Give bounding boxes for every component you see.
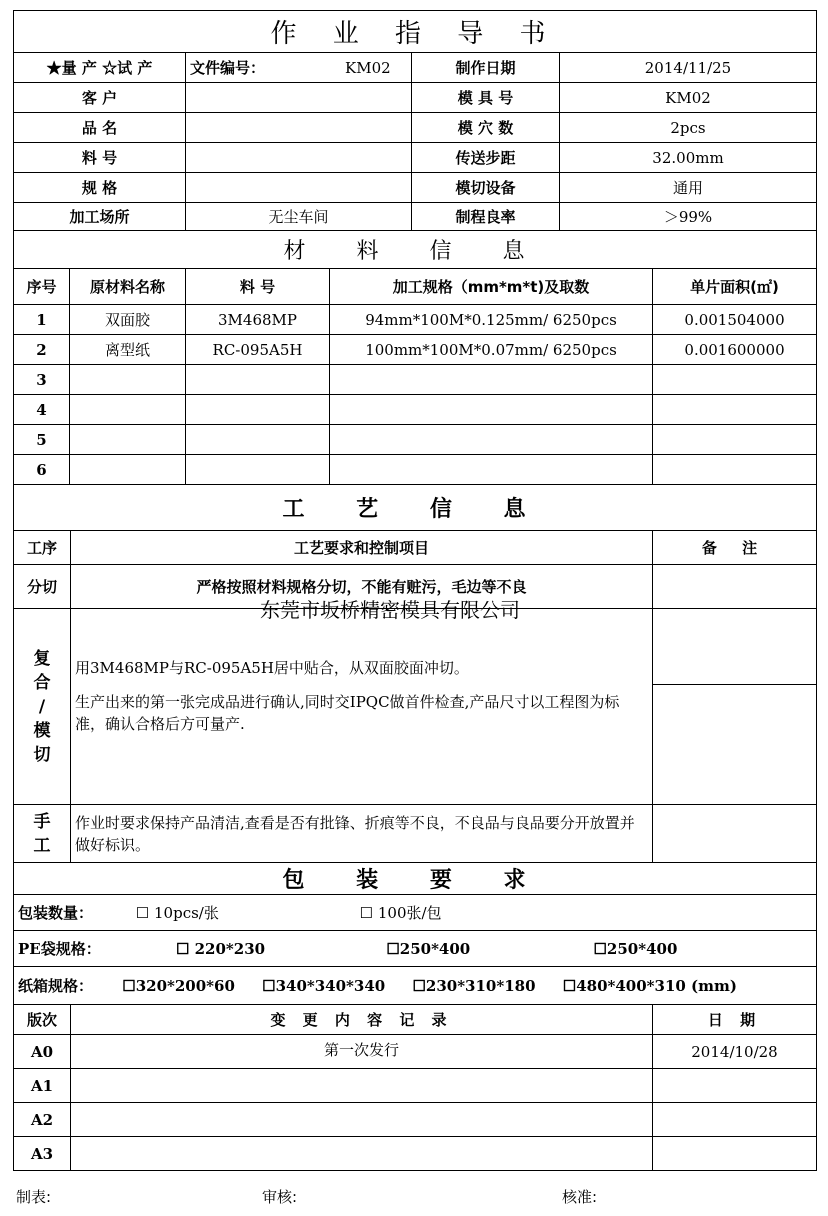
change-record-table [13,1004,817,1171]
manual-label-char: 工 [33,835,51,856]
die-note-2 [653,685,817,805]
material-row [14,365,817,395]
material-name: 双面胶 [70,305,186,335]
manual-requirement: 作业时要求保持产品清洁,查看是否有批锋、折痕等不良，不良品与良品要分开放置并做好标识。 [71,805,653,863]
work-instruction-sheet [13,10,816,1171]
yield-label: 制程良率 [412,203,560,231]
material-area [653,395,817,425]
mold-no-value: KM02 [560,83,817,113]
packing-qty-row [14,895,817,931]
packing-qty-option-1: ☐ 10pcs/张 [135,904,219,922]
pe-bag-option-2: ☐250*400 [386,940,471,958]
pe-bag-row [14,931,817,967]
pitch-label: 传送步距 [412,143,560,173]
footer-approved-by: 核准: [562,1188,598,1206]
process-section-title: 工 艺 信 息 [14,485,817,531]
change-row [14,1035,817,1069]
material-row [14,455,817,485]
customer-label: 客 户 [14,83,186,113]
die-req-line-1: 用3M468MP与RC-095A5H居中贴合，从双面胶面冲切。 [75,659,469,677]
col-change-date: 日 期 [653,1005,817,1035]
die-label-char: 模 [33,720,51,741]
die-label-char: 复 [33,648,51,669]
change-date [653,1069,817,1103]
materials-section-title: 材 料 信 息 [14,231,817,269]
material-part-no [186,455,330,485]
change-version: A0 [14,1035,71,1069]
pe-bag-option-3: ☐250*400 [593,940,678,958]
material-area [653,365,817,395]
change-content [71,1137,653,1171]
col-version: 版次 [14,1005,71,1035]
part-no-value [186,143,412,173]
change-date [653,1137,817,1171]
material-spec [330,365,653,395]
change-rows [14,1035,817,1171]
material-area [653,425,817,455]
equipment-label: 模切设备 [412,173,560,203]
material-part-no [186,425,330,455]
file-no-label: 文件编号： [190,59,266,77]
carton-option-3: ☐230*310*180 [412,977,536,995]
carton-option-1: ☐320*200*60 [122,977,235,995]
die-cut-requirement [71,609,653,805]
material-row [14,425,817,455]
material-part-no: 3M468MP [186,305,330,335]
customer-value [186,83,412,113]
manual-label-char: 手 [33,811,51,832]
material-no: 2 [14,335,70,365]
material-name [70,425,186,455]
packing-table [13,862,817,1005]
material-name: 离型纸 [70,335,186,365]
material-spec: 94mm*100M*0.125mm/ 6250pcs [330,305,653,335]
material-name [70,455,186,485]
cavity-label: 模 穴 数 [412,113,560,143]
change-content [71,1103,653,1137]
company-watermark: 东莞市坂桥精密模具有限公司 [260,598,520,622]
process-table [13,484,817,863]
made-date-label: 制作日期 [412,53,560,83]
spec-label: 规 格 [14,173,186,203]
change-date [653,1103,817,1137]
material-no: 1 [14,305,70,335]
product-label: 品 名 [14,113,186,143]
materials-table [13,230,817,485]
col-spec: 加工规格（mm*m*t)及取数 [330,269,653,305]
carton-option-4: ☐480*400*310 (mm) [562,977,737,995]
col-area: 单片面积(㎡) [653,269,817,305]
page-title: 作 业 指 导 书 [14,11,817,53]
production-type: ★量 产 ☆试 产 [14,53,186,83]
material-no: 3 [14,365,70,395]
pe-bag-option-1: ☐ 220*230 [175,940,266,958]
material-part-no [186,395,330,425]
spec-value [186,173,412,203]
die-cut-label [14,609,71,805]
site-value: 无尘车间 [186,203,412,231]
material-no: 5 [14,425,70,455]
die-req-line-2: 生产出来的第一张完成品进行确认,同时交IPQC做首件检查,产品尺寸以工程图为标准，确认合格后方可量产. [75,693,620,733]
change-date: 2014/10/28 [653,1035,817,1069]
product-value [186,113,412,143]
pe-bag-label: PE袋规格： [18,940,101,958]
col-requirement: 工艺要求和控制项目 [71,531,653,565]
part-no-label: 料 号 [14,143,186,173]
slit-note [653,565,817,609]
die-label-char: 合 [33,672,51,693]
material-row [14,335,817,365]
die-label-char: 切 [33,744,51,765]
packing-section-title: 包 装 要 求 [14,863,817,895]
mold-no-label: 模 具 号 [412,83,560,113]
manual-label [14,805,71,863]
header-table [13,10,817,231]
material-row [14,305,817,335]
change-row [14,1137,817,1171]
material-no: 6 [14,455,70,485]
material-spec [330,425,653,455]
material-spec [330,455,653,485]
carton-option-2: ☐340*340*340 [262,977,386,995]
materials-rows [14,305,817,485]
material-row [14,395,817,425]
material-part-no: RC-095A5H [186,335,330,365]
footer-made-by: 制表: [16,1188,52,1206]
die-label-char: / [38,696,46,717]
site-label: 加工场所 [14,203,186,231]
made-date-value: 2014/11/25 [560,53,817,83]
change-content: 第一次发行 [71,1035,653,1069]
packing-qty-option-2: ☐ 100张/包 [359,904,442,922]
cavity-value: 2pcs [560,113,817,143]
file-no-cell [186,53,412,83]
change-row [14,1103,817,1137]
packing-qty-label: 包装数量： [18,904,94,922]
col-material-name: 原材料名称 [70,269,186,305]
carton-label: 纸箱规格： [18,977,94,995]
col-step: 工序 [14,531,71,565]
equipment-value: 通用 [560,173,817,203]
file-no-value: KM02 [345,59,391,77]
material-spec [330,395,653,425]
material-spec: 100mm*100M*0.07mm/ 6250pcs [330,335,653,365]
col-note: 备 注 [653,531,817,565]
material-area [653,455,817,485]
change-version: A3 [14,1137,71,1171]
col-change-content: 变 更 内 容 记 录 [71,1005,653,1035]
slit-requirement: 严格按照材料规格分切，不能有赃污，毛边等不良 [71,565,653,609]
material-name [70,365,186,395]
manual-note [653,805,817,863]
material-area: 0.001504000 [653,305,817,335]
col-part-no: 料 号 [186,269,330,305]
carton-row [14,967,817,1005]
material-name [70,395,186,425]
change-version: A2 [14,1103,71,1137]
material-part-no [186,365,330,395]
col-no: 序号 [14,269,70,305]
yield-value: ＞99% [560,203,817,231]
change-row [14,1069,817,1103]
footer-reviewed-by: 审核: [262,1188,298,1206]
change-content [71,1069,653,1103]
material-area: 0.001600000 [653,335,817,365]
material-no: 4 [14,395,70,425]
change-version: A1 [14,1069,71,1103]
die-note-1 [653,609,817,685]
pitch-value: 32.00mm [560,143,817,173]
slit-label: 分切 [14,565,71,609]
